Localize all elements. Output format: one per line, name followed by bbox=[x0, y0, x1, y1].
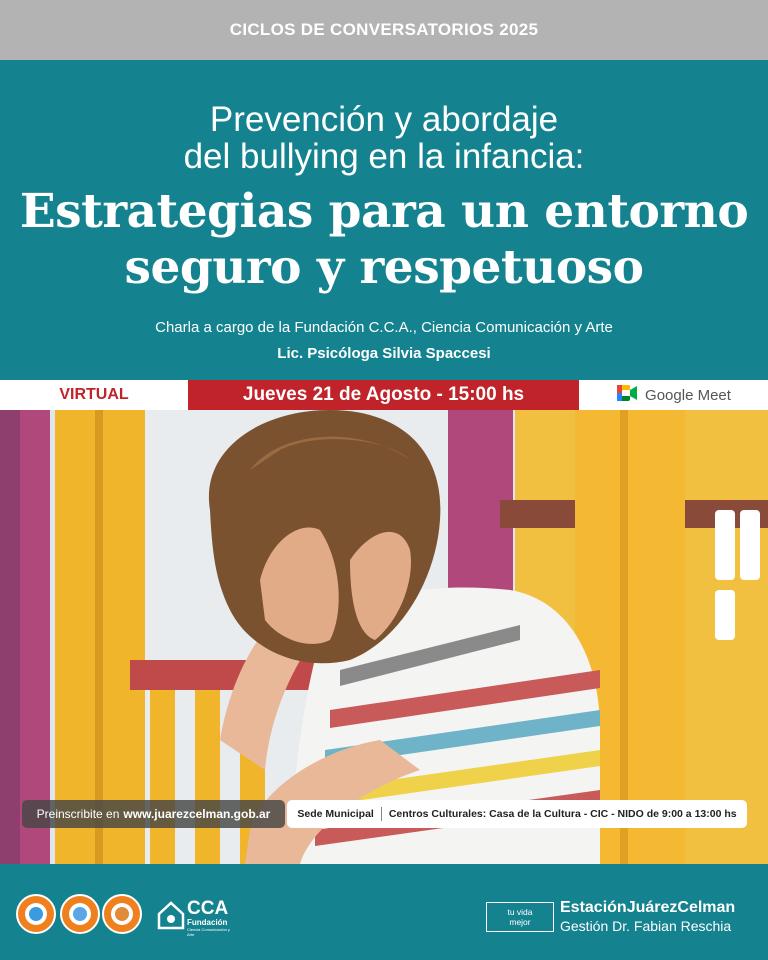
brand-name-rest: JuárezCelman bbox=[626, 899, 736, 916]
registration-prefix: Preinscribite en bbox=[36, 807, 120, 821]
brand-subtitle: Gestión Dr. Fabian Reschia bbox=[560, 918, 732, 934]
series-banner bbox=[0, 0, 768, 60]
title-line-1: Prevención y abordaje bbox=[209, 100, 559, 139]
registration-url[interactable]: www.juarezcelman.gob.ar bbox=[123, 807, 271, 821]
brand-name-bold: Estación bbox=[560, 899, 627, 916]
cca-logo bbox=[157, 898, 237, 937]
hero-section bbox=[0, 60, 768, 380]
house-icon bbox=[157, 900, 185, 930]
child-photo bbox=[0, 410, 768, 864]
talk-subtitle: Charla a cargo de la Fundación C.C.A., Ciencia Comunicación y Arte bbox=[155, 319, 613, 336]
platform-badge bbox=[580, 380, 768, 410]
footer bbox=[0, 864, 768, 960]
google-meet-icon bbox=[617, 385, 637, 405]
venue-detail: Centros Culturales: Casa de la Cultura - CIC - NIDO de 9:00 a 13:00 hs bbox=[388, 808, 737, 820]
nido-seal-icon-2 bbox=[60, 894, 100, 934]
cca-foundation: Fundación bbox=[187, 918, 228, 927]
event-date-time: Jueves 21 de Agosto - 15:00 hs bbox=[188, 380, 579, 410]
cca-logo-text: CCA bbox=[187, 898, 229, 919]
event-mode: VIRTUAL bbox=[59, 386, 129, 403]
title-line-2: del bullying en la infancia: bbox=[183, 137, 585, 176]
municipal-brand bbox=[560, 899, 735, 935]
registration-pill[interactable] bbox=[22, 800, 285, 828]
slogan-box bbox=[486, 902, 554, 932]
nido-seal-icon bbox=[16, 894, 56, 934]
series-label: CICLOS DE CONVERSATORIOS 2025 bbox=[229, 20, 539, 39]
venue-pill bbox=[287, 800, 747, 828]
nido-seal-icon-3 bbox=[102, 894, 142, 934]
headline-line-2: seguro y respetuoso bbox=[124, 240, 644, 295]
cca-tagline: Ciencia Comunicación y Arte bbox=[187, 927, 230, 937]
venue-divider bbox=[381, 807, 382, 821]
event-info-bar bbox=[0, 380, 768, 410]
slogan-line-2: mejor bbox=[509, 917, 531, 927]
slogan-line-1: tu vida bbox=[507, 907, 533, 917]
speaker-name: Lic. Psicóloga Silvia Spaccesi bbox=[277, 345, 491, 362]
headline-line-1: Estrategias para un entorno bbox=[19, 184, 749, 239]
venue-label: Sede Municipal bbox=[297, 808, 374, 820]
platform-name: Google Meet bbox=[645, 386, 731, 404]
